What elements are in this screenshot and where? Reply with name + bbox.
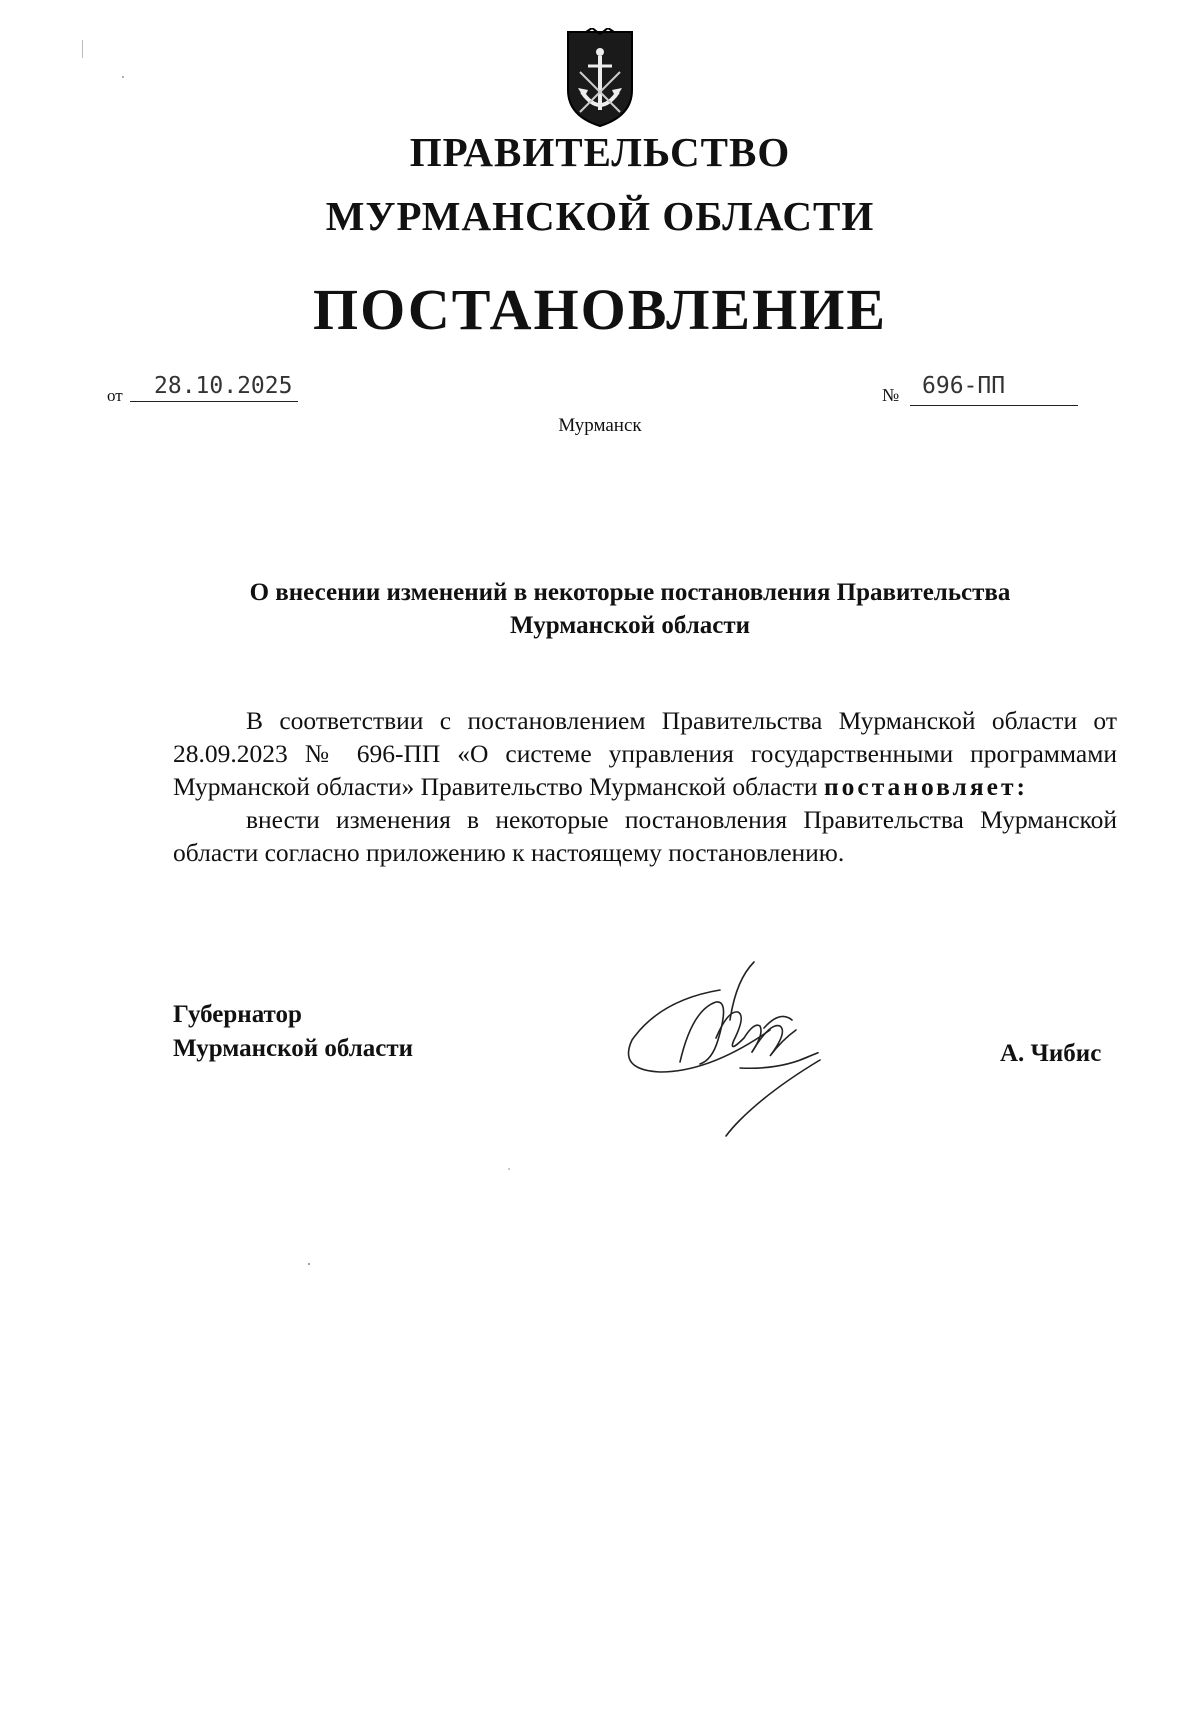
signatory-title-line2: Мурманской области (173, 1035, 414, 1062)
subject-line2: Мурманской области (509, 612, 751, 639)
signatory-name: А. Чибис (1000, 1040, 1102, 1067)
document-body (173, 704, 1117, 869)
coat-of-arms-icon (558, 28, 642, 128)
decree-word: постановляет: (823, 772, 1028, 801)
body-paragraph-1 (173, 704, 1117, 803)
handwritten-signature (620, 960, 850, 1140)
body-paragraph-1-text: В соответствии с постановлением Правительства Мурманской области от 28.09.2023 № 696-ПП «О системе управления государственными программами Мурманской области» Правительство Мурманской области (173, 706, 1117, 801)
org-name-line2: МУРМАНСКОЙ ОБЛАСТИ (325, 193, 875, 239)
signatory-title-line1: Губернатор (173, 1001, 302, 1028)
signatory-title (173, 998, 413, 1066)
document-date: 28.10.2025 (130, 372, 298, 402)
subject-line1: О внесении изменений в некоторые постановления Правительства (249, 579, 1011, 606)
scan-speck (508, 1168, 510, 1170)
document-type: ПОСТАНОВЛЕНИЕ (312, 277, 888, 342)
date-label: от (107, 386, 123, 405)
document-subject (180, 576, 1080, 642)
org-name-line1: ПРАВИТЕЛЬСТВО (409, 129, 791, 175)
body-paragraph-2: внести изменения в некоторые постановления Правительства Мурманской области согласно приложению к настоящему постановлению. (173, 805, 1117, 867)
scan-speck (308, 1263, 310, 1265)
scan-speck (122, 76, 124, 78)
scan-speck (82, 40, 83, 58)
document-number: 696-ПП (910, 372, 1078, 406)
number-label: № (882, 385, 900, 405)
city: Мурманск (558, 415, 642, 436)
